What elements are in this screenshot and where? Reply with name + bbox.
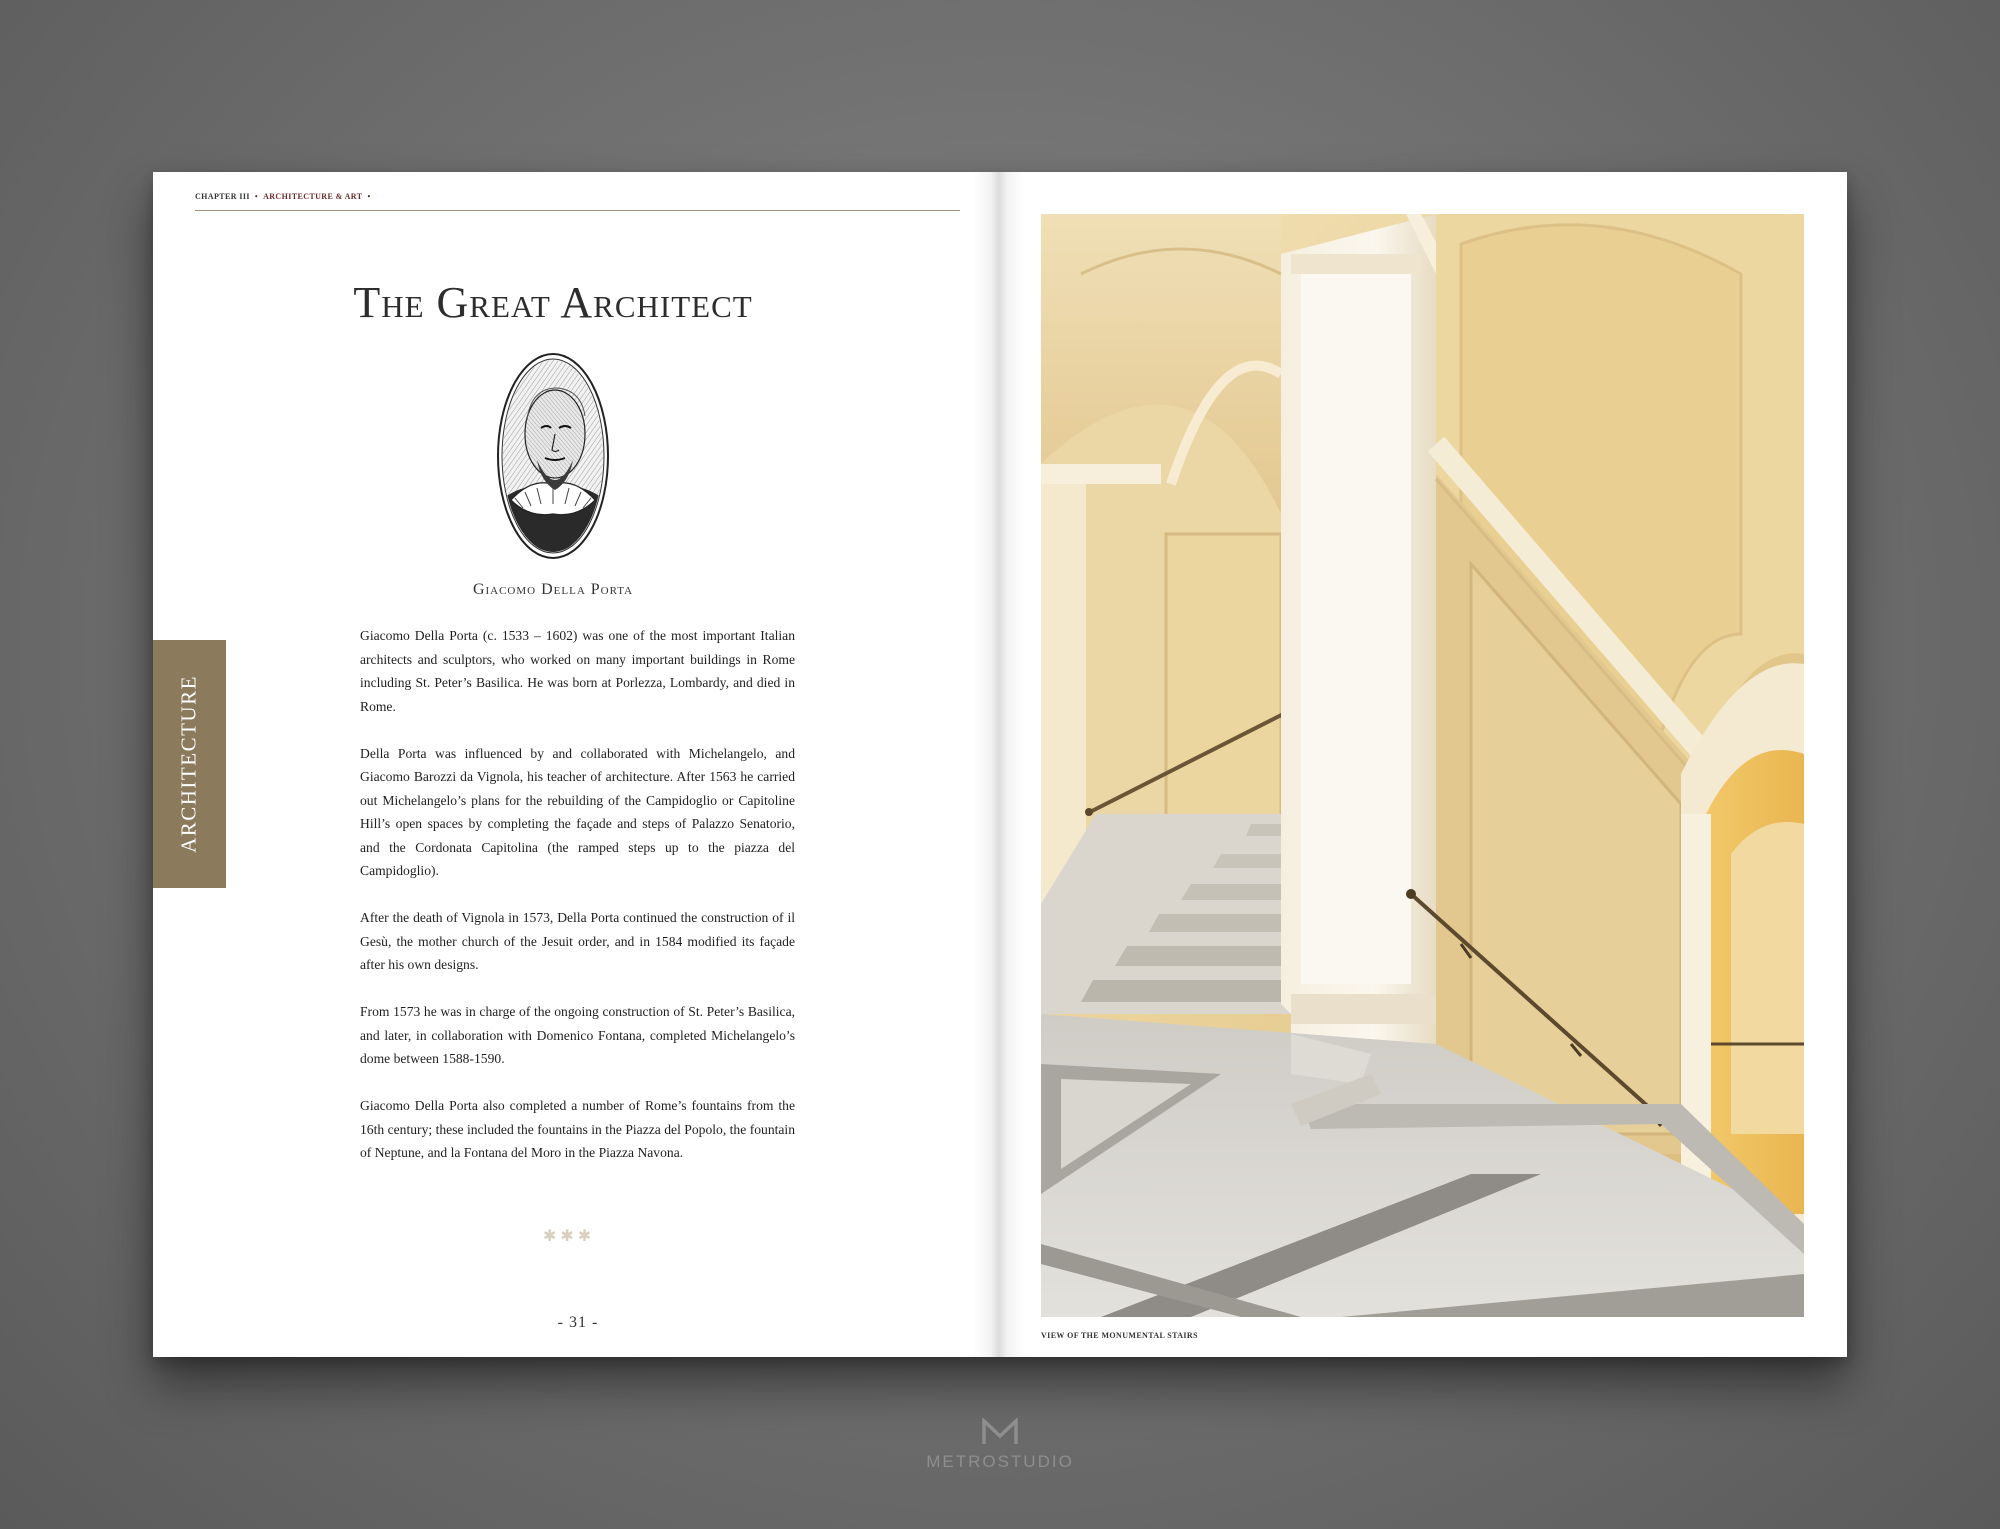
running-head [195,192,376,201]
photo-caption: VIEW OF THE MONUMENTAL STAIRS [1041,1331,1198,1340]
left-page [153,172,999,1357]
section-tab-label: ARCHITECTURE [176,675,201,853]
gutter-shadow [999,172,1025,1357]
running-head-chapter: CHAPTER III [195,192,250,201]
section-ornament: ✱ ✱ ✱ [543,1228,592,1245]
staircase-photo [1041,214,1804,1317]
section-tab [153,640,226,888]
book-spread [153,172,1847,1357]
paragraph: Della Porta was influenced by and collaborated with Michelangelo, and Giacomo Barozzi da Vignola, his teacher of architecture. After 1563 he carried out Michelangelo’s plans for the rebuilding of the Campidoglio or Capitoline Hill’s open spaces by completing the façade and steps of Palazzo Senatorio, and the Cordonata Capitolina (the ramped steps up to the piazza del Campidoglio). [360,745,795,878]
portrait-engraving [497,350,609,562]
page-number: - 31 - [557,1314,599,1331]
page-title: The Great Architect [353,278,753,327]
header-rule [195,210,960,211]
running-head-bullet: • [367,192,371,201]
running-head-section: ARCHITECTURE & ART [263,192,363,201]
paragraph: Giacomo Della Porta (c. 1533 – 1602) was one of the most important Italian architects and sculptors, who worked on many important buildings in Rome including St. Peter’s Basilica. He was born at Porlezza, Lombardy, and died in Rome. [360,628,795,714]
article-body [360,624,795,1188]
metrostudio-logo-icon [981,1418,1019,1446]
running-head-bullet: • [254,192,259,201]
right-page [999,172,1847,1357]
portrait-caption: Giacomo Della Porta [472,581,634,598]
watermark-text: METROSTUDIO [926,1452,1074,1471]
gutter-shadow [973,172,999,1357]
paragraph: After the death of Vignola in 1573, Della Porta continued the construction of il Gesù, the mother church of the Jesuit order, and in 1584 modified its façade after his own designs. [360,910,795,972]
paragraph: Giacomo Della Porta also completed a number of Rome’s fountains from the 16th century; these included the fountains in the Piazza del Popolo, the fountain of Neptune, and la Fontana del Moro in the Piazza Navona. [360,1098,795,1160]
paragraph: From 1573 he was in charge of the ongoing construction of St. Peter’s Basilica, and later, in collaboration with Domenico Fontana, completed Michelangelo’s dome between 1588-1590. [360,1004,795,1066]
watermark [900,1418,1100,1472]
